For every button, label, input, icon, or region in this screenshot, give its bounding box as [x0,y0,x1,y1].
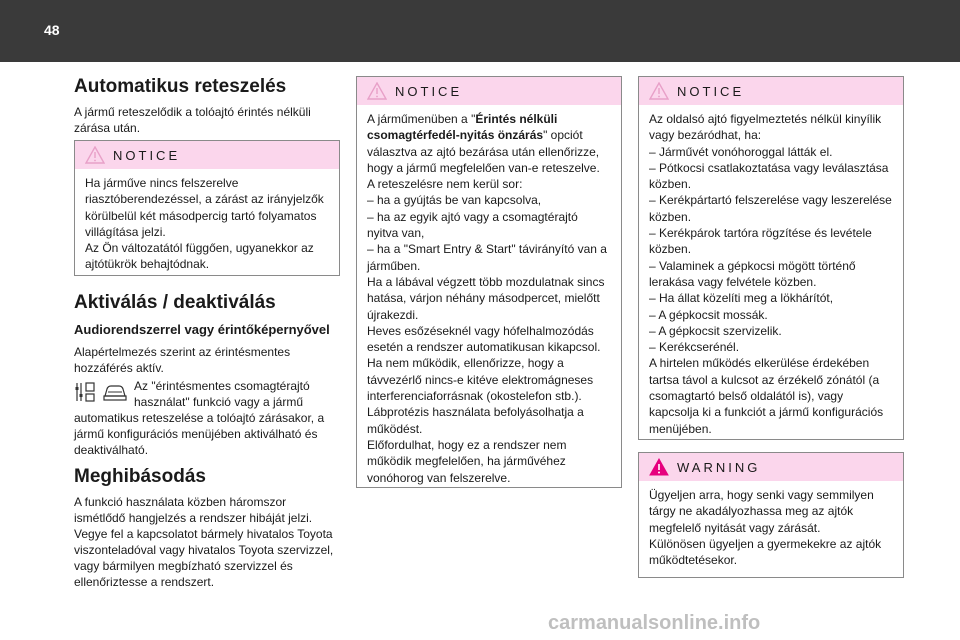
notice-label: NOTICE [113,147,181,163]
column-1 [74,76,340,136]
caution-triangle-icon [85,146,105,164]
warning-body: Ügyeljen arra, hogy senki vagy semmilyen tárgy ne akadályozhassa meg az ajtók megfelelő nyitását vagy zárását. Különösen ügyeljen a gyermekekre az ajtók működtetésekor. [649,488,882,568]
notice-header [639,77,903,105]
notice-label: NOTICE [677,83,745,99]
watermark-footer: carmanualsonline.info [548,612,761,634]
page-header-bar [0,0,960,62]
activation-section [74,292,340,458]
activation-function-text: Az "érintésmentes csomagtérajtó használat" funkció vagy a jármű automatikus reteszelése a tolóajtó zárásakor, a jármű konfigurációs menüjében aktiválható és deaktiválható. [74,379,325,457]
notice-conditions: A reteszelésre nem kerül sor: – ha a gyújtás be van kapcsolva, – ha az egyik ajtó vagy a csomagtérajtó nyitva van, – ha a "Smart Entry & Start" távirányító van a járműben. Ha a lábával végzett több mozdulatnak sincs hatása, várjon néhány másodpercet, mielőtt újrakezdi. Heves esőzéseknél vagy hófelhalmozódás esetén a rendszer automatikusan kikapcsol. Ha nem működik, ellenőrizze, hogy a távvezérlő nincs-e kitéve elektromágneses interferenciaforrásnak (okostelefon stb.). Lábprotézis használata befolyásolhatja a működést. Előfordulhat, hogy ez a rendszer nem működik megfelelően, ha járművéhez vonóhorog van felszerelve. [367,177,607,485]
notice-header [75,141,339,169]
notice-box-1 [74,140,340,276]
notice-header [357,77,621,105]
activation-default-text: Alapértelmezés szerint az érintésmentes hozzáférés aktív. [74,345,291,375]
notice-box-3 [638,76,904,440]
notice-body: Ha járműve nincs felszerelve riasztóberendezéssel, a zárást az irányjelzők körülbelül két másodpercig tartó folyamatos villágítása jelzi. Az Ön változatától függően, ugyanekkor az ajtótükrök behajtódnak. [85,176,324,272]
warning-box [638,452,904,578]
page-number: 48 [44,22,60,38]
warning-label: WARNING [677,459,761,475]
auto-lock-body: A jármű reteszelődik a tolóajtó érintés nélküli zárása után. [74,105,311,135]
warning-triangle-icon [649,458,669,476]
malfunction-section [74,466,340,590]
notice-label: NOTICE [395,83,463,99]
radio-menu-icon [74,380,96,404]
notice-body [357,105,621,492]
notice-intro-1: A járműmenüben a " [367,112,476,126]
notice-box-2 [356,76,622,488]
warning-header [639,453,903,481]
mode-icons [74,380,128,404]
activation-title: Aktiválás / deaktiválás [74,292,276,313]
notice-option-name: Érintés nélküli csomagtérfedél-nyitás önzárás [367,112,558,143]
notice-intro-2: " opciót választva az ajtó bezárása után ellenőrizze, hogy a jármű megfelelően van-e reteszelve. [367,128,600,175]
activation-subtitle: Audiorendszerrel vagy érintőképernyővel [74,322,330,337]
notice-body: Az oldalsó ajtó figyelmeztetés nélkül kinyílik vagy bezáródhat, ha: – Járművét vonóhoroggal látták el. – Pótkocsi csatlakoztatása vagy leválasztása közben. – Kerékpártartó felszerelése vagy leszerelése közben. – Kerékpárok tartóra rögzítése és levétele közben. – Valaminek a gépkocsi mögött történő lerakása vagy felvétele közben. – Ha állat közelíti meg a lökhárítót, – A gépkocsit mossák. – A gépkocsit szervizelik. – Kerékcserénél. A hirtelen működés elkerülése érdekében tartsa távol a kulcsot az érzékelő zónától (a csomagtartó belső oldalától is), vagy kapcsolja ki a funkciót a jármű konfigurációs menüjében. [649,112,892,436]
caution-triangle-icon [367,82,387,100]
malfunction-body: A funkció használata közben háromszor ismétlődő hangjelzés a rendszer hibáját jelzi. Vegye fel a kapcsolatot bármely hivatalos Toyota viszonteladóval vagy hivatalos Toyota szervizzel, vagy bármilyen megbízható szervizzel és ellenőriztesse a rendszert. [74,495,334,589]
malfunction-title: Meghibásodás [74,466,206,487]
auto-lock-title: Automatikus reteszelés [74,76,287,97]
car-settings-icon [102,380,128,404]
caution-triangle-icon [649,82,669,100]
